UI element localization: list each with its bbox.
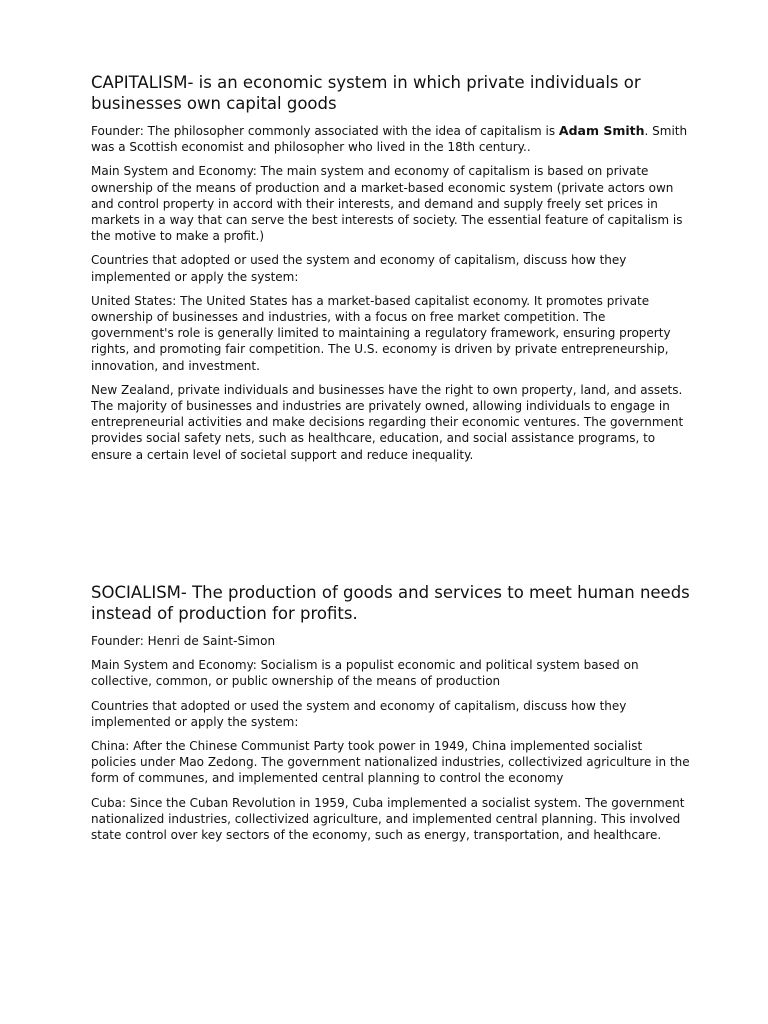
capitalism-section [91,72,691,471]
socialism-section [91,582,691,851]
socialism-founder-paragraph: Founder: Henri de Saint-Simon [91,634,276,648]
socialism-cuba-paragraph: Cuba: Since the Cuban Revolution in 1959, Cuba implemented a socialist system. The government nationalized industries, collectivized agriculture, and implemented central planning. This involved state control over key sectors of the economy, such as energy, transportation, and healthcare. [91,795,685,843]
socialism-main-system-paragraph: Main System and Economy: Socialism is a populist economic and political system based on collective, common, or public ownership of the means of production [91,658,639,689]
socialism-heading: SOCIALISM- The production of goods and services to meet human needs instead of production for profits. [91,583,690,623]
capitalism-founder-prefix: Founder: The philosopher commonly associated with the idea of capitalism is [91,124,559,138]
capitalism-founder-name: Adam Smith [558,123,645,138]
capitalism-founder-paragraph [91,123,691,155]
capitalism-heading: CAPITALISM- is an economic system in which private individuals or businesses own capital goods [91,73,641,113]
capitalism-countries-intro: Countries that adopted or used the system and economy of capitalism, discuss how they implemented or apply the system: [91,253,627,284]
capitalism-main-system-paragraph: Main System and Economy: The main system and economy of capitalism is based on private ownership of the means of production and a market-based economic system (private actors own and control property in accord with their interests, and demand and supply freely set prices in markets in a way that can serve the best interests of society. The essential feature of capitalism is the motive to make a profit.) [91,164,683,244]
capitalism-new-zealand-paragraph: New Zealand, private individuals and businesses have the right to own property, land, and assets. The majority of businesses and industries are privately owned, allowing individuals to engage in entrepreneurial activities and make decisions regarding their economic ventures. The government provides social safety nets, such as healthcare, education, and social assistance programs, to ensure a certain level of societal support and reduce inequality. [91,382,684,462]
socialism-countries-intro: Countries that adopted or used the system and economy of capitalism, discuss how they implemented or apply the system: [91,698,627,729]
capitalism-united-states-paragraph: United States: The United States has a market-based capitalist economy. It promotes private ownership of businesses and industries, with a focus on free market competition. The government's role is generally limited to maintaining a regulatory framework, ensuring property rights, and promoting fair competition. The U.S. economy is driven by private entrepreneurship, innovation, and investment. [91,293,671,373]
capitalism-founder-suffix: . Smith was a Scottish economist and philosopher who lived in the 18th century.. [91,124,688,155]
socialism-china-paragraph: China: After the Chinese Communist Party took power in 1949, China implemented socialist policies under Mao Zedong. The government nationalized industries, collectivized agriculture in the form of communes, and implemented central planning to control the economy [91,739,690,786]
